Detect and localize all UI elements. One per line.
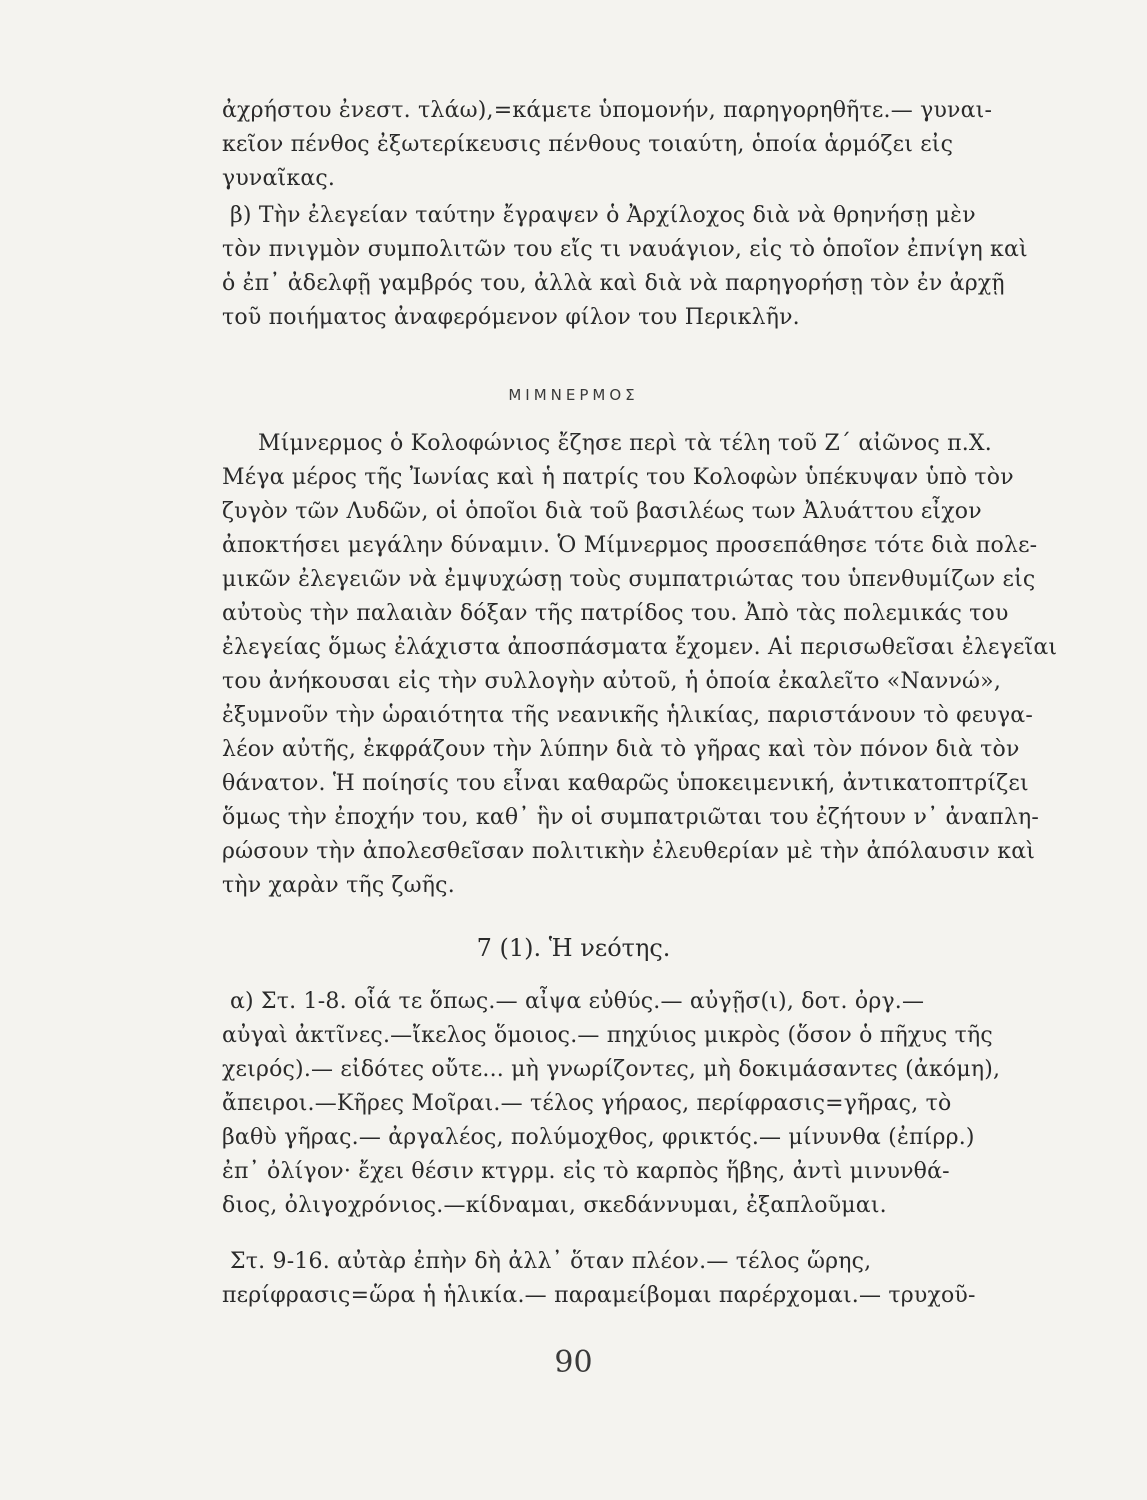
text-line: τοῦ ποιήματος ἀναφερόμενον φίλον του Περικλῆν.: [222, 305, 800, 330]
text-line: ἐπ᾽ ὀλίγον· ἔχει θέσιν κτγρμ. εἰς τὸ καρπὸς ἥβης, ἀντὶ μινυνθά-: [222, 1159, 950, 1184]
text-line: ἐλεγείας ὅμως ἐλάχιστα ἀποσπάσματα ἔχομεν. Αἱ περισωθεῖσαι ἐλεγεῖαι: [222, 635, 1058, 660]
text-line: λέον αὐτῆς, ἐκφράζουν τὴν λύπην διὰ τὸ γῆρας καὶ τὸν πόνον διὰ τὸν: [222, 737, 1020, 762]
text-line: διος, ὀλιγοχρόνιος.—κίδναμαι, σκεδάννυμαι, ἐξαπλοῦμαι.: [222, 1193, 887, 1218]
text-line: ὅμως τὴν ἐποχήν του, καθ᾽ ἣν οἱ συμπατριῶται του ἐζήτουν ν᾽ ἀναπλη-: [222, 805, 1039, 830]
text-line: ἀχρήστου ἐνεστ. τλάω),=κάμετε ὑπομονήν, παρηγορηθῆτε.— γυναι-: [222, 98, 993, 123]
paragraph-commentary-lines-9-16: [222, 1245, 1067, 1313]
text-line: ἄπειροι.—Κῆρες Μοῖραι.— τέλος γήραος, περίφρασις=γῆρας, τὸ: [222, 1091, 952, 1116]
text-line: κεῖον πένθος ἐξωτερίκευσις πένθους τοιαύτη, ὁποία ἁρμόζει εἰς: [222, 132, 954, 157]
poem-subheading: 7 (1). Ἡ νεότης.: [476, 934, 671, 962]
text-line: ἀποκτήσει μεγάλην δύναμιν. Ὁ Μίμνερμος προσεπάθησε τότε διὰ πολε-: [222, 533, 1038, 558]
text-line: Μίμνερμος ὁ Κολοφώνιος ἔζησε περὶ τὰ τέλη τοῦ Ζ΄ αἰῶνος π.Χ.: [258, 431, 992, 456]
text-line: ἐξυμνοῦν τὴν ὡραιότητα τῆς νεανικῆς ἡλικίας, παριστάνουν τὸ φευγα-: [222, 703, 1033, 728]
text-line: γυναῖκας.: [222, 166, 336, 191]
paragraph-commentary-lines-1-8: [222, 985, 1067, 1223]
text-line: θάνατον. Ἡ ποίησίς του εἶναι καθαρῶς ὑποκειμενική, ἀντικατοπτρίζει: [222, 771, 1029, 796]
text-line: βαθὺ γῆρας.— ἀργαλέος, πολύμοχθος, φρικτός.— μίνυνθα (ἐπίρρ.): [222, 1125, 975, 1150]
text-line: α) Στ. 1-8. οἷά τε ὅπως.— αἶψα εὐθύς.— αὐγῇσ(ι), δοτ. ὀργ.—: [230, 989, 925, 1014]
section-heading: ΜΙΜΝΕΡΜΟΣ: [508, 386, 639, 404]
text-line: περίφρασις=ὥρα ἡ ἡλικία.— παραμείβομαι παρέρχομαι.— τρυχοῦ-: [222, 1283, 976, 1308]
text-line: τὸν πνιγμὸν συμπολιτῶν του εἴς τι ναυάγιον, εἰς τὸ ὁποῖον ἐπνίγη καὶ: [222, 237, 1028, 262]
text-line: αὐγαὶ ἀκτῖνες.—ἴκελος ὅμοιος.— πηχύιος μικρὸς (ὅσον ὁ πῆχυς τῆς: [222, 1023, 993, 1048]
text-line: Στ. 9-16. αὐτὰρ ἐπὴν δὴ ἀλλ᾽ ὅταν πλέον.— τέλος ὥρης,: [230, 1249, 872, 1274]
page-number: 90: [554, 1345, 593, 1380]
text-line: μικῶν ἐλεγειῶν νὰ ἐμψυχώσῃ τοὺς συμπατριώτας του ὑπενθυμίζων εἰς: [222, 567, 1036, 592]
text-line: αὐτοὺς τὴν παλαιὰν δόξαν τῆς πατρίδος του. Ἀπὸ τὰς πολεμικάς του: [222, 601, 1009, 626]
text-line: τὴν χαρὰν τῆς ζωῆς.: [222, 873, 455, 898]
text-line: ρώσουν τὴν ἀπολεσθεῖσαν πολιτικὴν ἐλευθερίαν μὲ τὴν ἀπόλαυσιν καὶ: [222, 839, 1036, 864]
text-line: χειρός).— εἰδότες οὔτε... μὴ γνωρίζοντες, μὴ δοκιμάσαντες (ἀκόμη),: [222, 1057, 1001, 1082]
text-line: Μέγα μέρος τῆς Ἰωνίας καὶ ἡ πατρίς του Κολοφὼν ὑπέκυψαν ὑπὸ τὸν: [222, 465, 1014, 490]
text-line: ζυγὸν τῶν Λυδῶν, οἱ ὁποῖοι διὰ τοῦ βασιλέως των Ἀλυάττου εἶχον: [222, 499, 982, 524]
text-line: ὁ ἐπ᾽ ἀδελφῇ γαμβρός του, ἀλλὰ καὶ διὰ νὰ παρηγορήσῃ τὸν ἐν ἀρχῇ: [222, 271, 1005, 296]
paragraph-mimnermus-biography: [222, 427, 1067, 903]
text-line: β) Τὴν ἐλεγείαν ταύτην ἔγραψεν ὁ Ἀρχίλοχος διὰ νὰ θρηνήσῃ μὲν: [230, 203, 976, 228]
text-line: του ἀνήκουσαι εἰς τὴν συλλογὴν αὐτοῦ, ἡ ὁποία ἐκαλεῖτο «Ναννώ»,: [222, 669, 1002, 694]
paragraph-glossary-1: [222, 94, 1067, 196]
paragraph-archilochus-note: [222, 199, 1067, 335]
